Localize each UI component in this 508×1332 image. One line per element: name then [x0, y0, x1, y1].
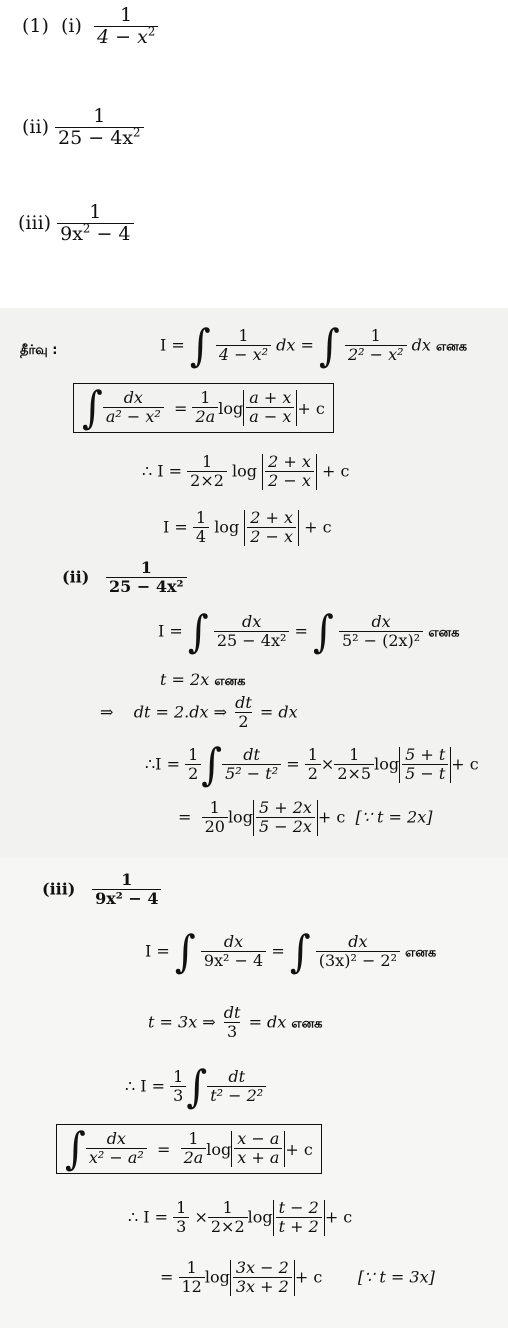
denominator: 2a: [192, 407, 218, 426]
denominator: 3: [224, 1022, 240, 1041]
denominator: 2 − x: [265, 471, 314, 490]
fraction: [57, 203, 133, 245]
constant: + c: [324, 1207, 353, 1227]
times: ×: [320, 754, 335, 774]
numerator: 1: [209, 798, 220, 817]
constant: + c: [322, 461, 350, 481]
times: ×: [194, 1207, 208, 1227]
numerator: dx: [106, 1129, 126, 1149]
substitution-line: [160, 670, 245, 690]
numerator: dx: [371, 612, 391, 632]
differential-line: [100, 695, 298, 731]
log: log: [374, 754, 400, 774]
exponent: 2: [147, 24, 156, 39]
denominator: 5² − (2x)²: [339, 631, 423, 650]
denominator: t + 2: [276, 1217, 322, 1236]
equals: =: [160, 1267, 174, 1287]
denominator: 3x + 2: [233, 1277, 292, 1296]
log: log: [247, 1207, 273, 1227]
implies: ⇒: [100, 702, 114, 722]
numerator: dt: [235, 693, 252, 712]
fraction: [345, 328, 407, 364]
numerator: 1: [186, 1258, 197, 1277]
constant: + c: [297, 398, 325, 418]
numerator: 1: [307, 745, 318, 765]
numerator: 1: [370, 326, 381, 346]
denominator-term: − 4: [90, 222, 131, 245]
numerator: dt: [223, 1003, 241, 1022]
integral-line-1: [160, 320, 468, 372]
denominator: 2×2: [187, 471, 227, 490]
numerator: 3x − 2: [235, 1258, 289, 1277]
numerator: x − a: [237, 1129, 280, 1149]
denominator: 2: [235, 712, 251, 731]
numerator: a + x: [249, 388, 292, 408]
result-line: [160, 1260, 435, 1296]
denominator: 4: [193, 527, 209, 546]
equals: =: [286, 754, 300, 774]
step-line: [142, 454, 349, 490]
lhs: ∴ I =: [128, 1207, 169, 1227]
denominator: 2×5: [334, 764, 374, 783]
integral-sign: ∫: [319, 320, 340, 372]
denominator: 2a: [181, 1148, 207, 1167]
numerator: 1: [188, 1129, 199, 1149]
fraction: [103, 390, 164, 426]
fraction: [55, 107, 143, 149]
let-word: எனக: [428, 625, 460, 641]
lhs: ∴I =: [145, 754, 180, 774]
question-3: [18, 203, 134, 245]
numerator: 1: [222, 1198, 233, 1217]
denominator-term: 9x: [60, 222, 83, 245]
log: log: [214, 517, 240, 537]
denominator: 2² − x²: [345, 345, 407, 364]
log: log: [204, 1267, 230, 1287]
solution-heading: தீர்வு :: [20, 343, 58, 358]
denominator: 5 − 2x: [256, 817, 315, 836]
let-word: எனக: [436, 339, 468, 355]
part-label: (iii): [42, 879, 76, 899]
dx: dx: [411, 335, 431, 355]
log: log: [218, 398, 244, 418]
let-word: எனக: [214, 674, 246, 689]
let-word: எனக: [291, 1016, 323, 1032]
denominator: 20: [202, 817, 228, 836]
numerator: 1: [140, 558, 152, 577]
part-3-header: [42, 872, 161, 908]
exponent: 2: [133, 125, 141, 140]
lhs: I =: [145, 941, 170, 961]
denominator: 2: [305, 764, 321, 783]
denominator: 4 − x²: [216, 345, 271, 364]
integral-sign: ∫: [82, 382, 103, 434]
numerator: dx: [223, 932, 244, 952]
denominator: 9x² − 4: [201, 951, 266, 970]
numerator: 1: [349, 745, 360, 765]
equals: =: [271, 941, 285, 961]
absolute-value: [244, 510, 299, 546]
denominator: 3: [170, 1086, 186, 1105]
substitution: t = 2x: [160, 670, 210, 689]
constant: + c: [304, 517, 332, 537]
denominator: t² − 2²: [207, 1086, 266, 1105]
log: log: [227, 807, 253, 827]
numerator: 5 + 2x: [258, 798, 312, 817]
let-word: எனக: [405, 945, 437, 961]
result-line: [128, 1200, 352, 1236]
lhs: I =: [158, 621, 183, 641]
denominator: x² − a²: [86, 1148, 147, 1167]
numerator: 2 + x: [268, 452, 311, 471]
note: [∵ t = 2x]: [355, 807, 433, 827]
result-line: ∴I = $\frac{1}{2}$ ∫ $\frac{dt}{\text{5² − t²}}$ = $\frac{1}{2}$ × $\frac{1}{2\times 5}$ log $\frac{5 + t}{5 - t}$ + c: [145, 739, 479, 791]
denominator: a² − x²: [103, 407, 164, 426]
integral-sign: ∫: [189, 320, 211, 372]
numerator: dx: [348, 932, 368, 952]
lhs: I =: [163, 517, 188, 537]
fraction: [94, 6, 158, 48]
numerator: 1: [89, 201, 102, 223]
denominator: 12: [179, 1277, 205, 1296]
part-2-header: [62, 560, 187, 596]
denominator: a − x: [246, 407, 294, 426]
constant: + c: [317, 807, 346, 827]
numerator: 1: [200, 388, 211, 408]
formula-box-2: ∫ $\frac{dx}{\text{x² − a²}}$ = $\frac{1}{2a}$ log $\frac{x - a}{x + a}$ + c: [56, 1124, 322, 1174]
numerator: 1: [238, 326, 249, 346]
equals: =: [173, 398, 188, 418]
numerator: 1: [201, 452, 213, 471]
numerator: 1: [121, 870, 133, 889]
numerator: 1: [173, 1067, 184, 1087]
denominator: 2×2: [208, 1217, 248, 1236]
denominator: 5 − t: [402, 764, 448, 783]
numerator: 1: [176, 1198, 187, 1217]
numerator: t − 2: [278, 1198, 319, 1217]
equals: =: [156, 1139, 171, 1159]
fraction: [216, 328, 271, 364]
denominator: 25 − 4x: [58, 126, 134, 149]
log: log: [206, 1139, 232, 1159]
rhs: = dx: [259, 702, 298, 722]
denominator: 4 − x: [97, 25, 148, 48]
denominator: 25 − 4x²: [214, 631, 290, 650]
denominator: 3: [173, 1217, 189, 1236]
constant: + c: [285, 1139, 313, 1159]
numerator: dx: [241, 612, 262, 632]
denominator: x + a: [234, 1148, 282, 1167]
numerator: 1: [93, 105, 106, 127]
constant: + c: [294, 1267, 323, 1287]
denominator: 9x² − 4: [92, 889, 161, 908]
dx: dx =: [276, 335, 314, 355]
lhs: I =: [160, 335, 185, 355]
numerator: 2 + x: [250, 508, 294, 527]
exponent: 2: [82, 221, 91, 236]
constant: + c: [451, 754, 479, 774]
denominator: 25 − 4x²: [106, 577, 187, 596]
note: [∵ t = 3x]: [357, 1267, 435, 1287]
denominator: 2 − x: [247, 527, 296, 546]
denominator: 5² − t²: [222, 764, 281, 783]
part-label: (ii): [62, 567, 90, 587]
numerator: 1: [120, 4, 133, 26]
absolute-value: [243, 390, 297, 426]
numerator: dt: [243, 745, 260, 765]
question-part-label: (ii): [22, 115, 49, 138]
equals: =: [178, 807, 192, 827]
question-2: [22, 107, 144, 149]
numerator: dt: [228, 1067, 246, 1087]
fraction: [192, 390, 218, 426]
rhs: = dx: [248, 1012, 287, 1032]
step-line: [163, 510, 332, 546]
integral-line-2: I = ∫ $\frac{dx}{\text{25 − 4x²}}$ = ∫ $\frac{dx}{\text{5² − (2x)²}}$ எனக: [158, 606, 460, 658]
question-number: (1): [22, 14, 49, 37]
question-1: [22, 6, 158, 48]
question-part-label: (iii): [18, 211, 52, 234]
substitution-line: [148, 1005, 323, 1041]
substitution: t = 3x ⇒: [148, 1012, 216, 1032]
formula-box-1: [73, 383, 334, 433]
equals: =: [294, 621, 308, 641]
denominator: (3x)² − 2²: [316, 951, 400, 970]
differential: dt = 2.dx ⇒: [133, 702, 228, 722]
integral-line-3: I = ∫ $\frac{dx}{\text{9x² − 4}}$ = ∫ $\frac{dx}{\text{(3x)² − 2²}}$ எனக: [145, 926, 437, 978]
numerator: 5 + t: [405, 745, 446, 765]
absolute-value: [262, 454, 317, 490]
lhs: ∴ I =: [125, 1076, 166, 1096]
result-line: ∴ I = $\frac{1}{3}$ ∫ $\frac{dt}{\text{t² − 2²}}$: [125, 1067, 266, 1107]
log: log: [232, 461, 258, 481]
numerator: 1: [195, 508, 207, 527]
question-part-label: (i): [61, 14, 82, 37]
lhs: ∴ I =: [142, 461, 183, 481]
denominator: 2: [185, 764, 201, 783]
result-line: [178, 800, 433, 836]
numerator: 1: [188, 745, 199, 765]
numerator: dx: [123, 388, 143, 408]
